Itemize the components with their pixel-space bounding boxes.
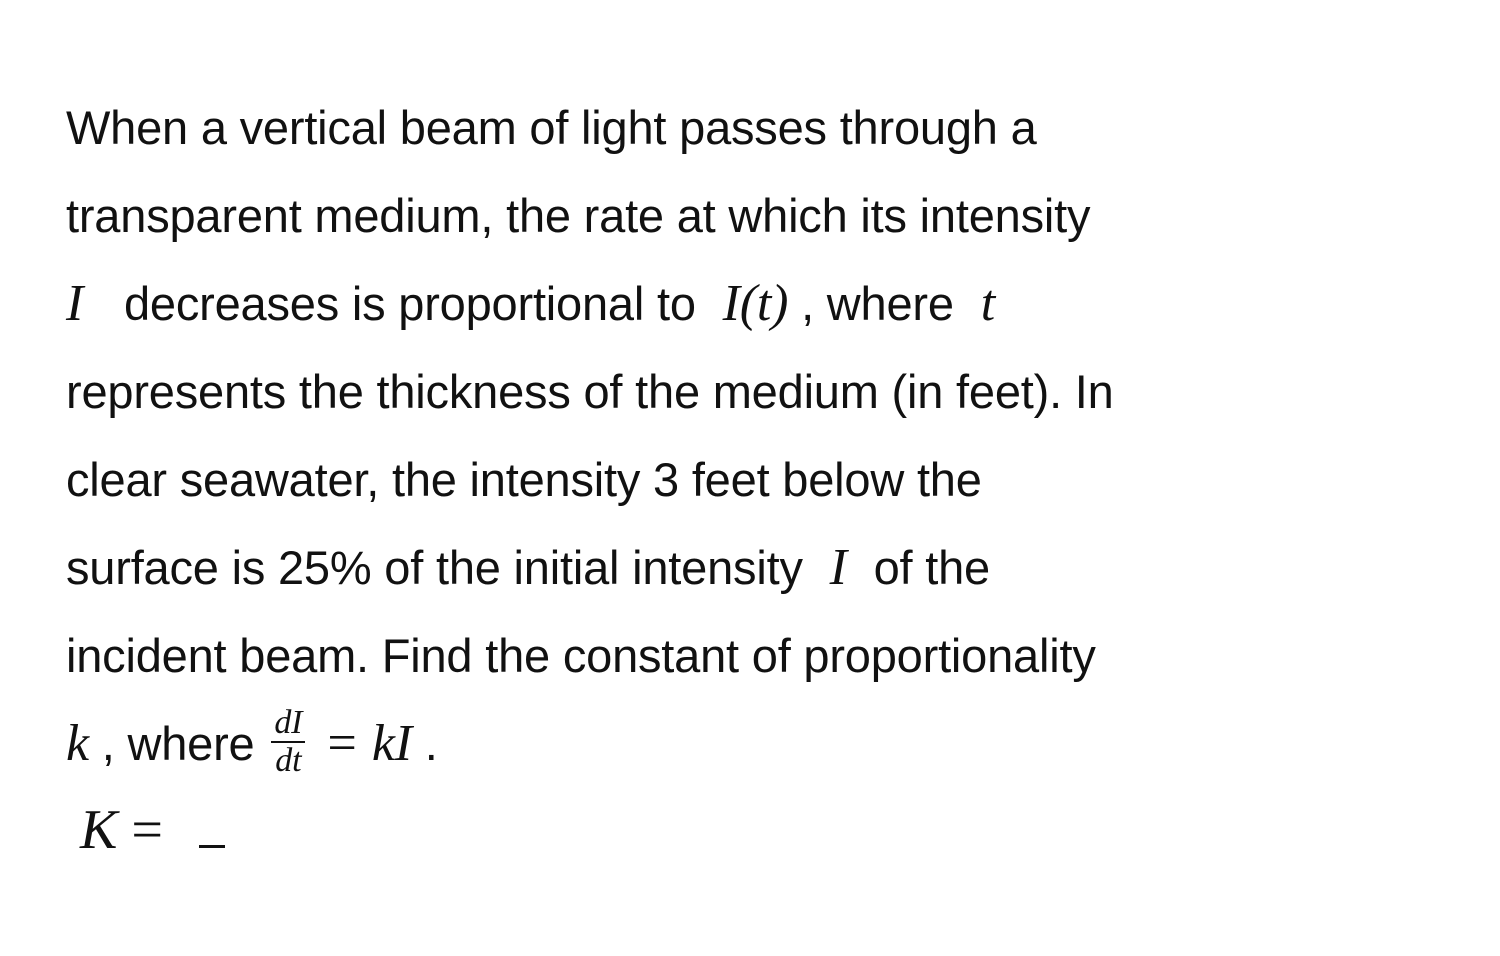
math-variable-constant: k — [66, 715, 89, 772]
problem-text: When a vertical beam of light passes through a — [66, 101, 1037, 154]
answer-blank[interactable] — [199, 805, 225, 848]
problem-text: clear seawater, the intensity 3 feet below the — [66, 453, 982, 506]
problem-statement — [66, 84, 1456, 788]
answer-equals: = — [131, 799, 163, 861]
answer-line — [80, 798, 225, 862]
math-variable-intensity: I — [66, 275, 84, 332]
fraction-denominator: dt — [275, 741, 302, 779]
problem-text: decreases is proportional to — [123, 277, 696, 330]
problem-text: incident beam. Find the constant of proportionality — [66, 629, 1096, 682]
problem-line-4 — [66, 348, 1456, 436]
answer-label: K — [80, 799, 118, 861]
problem-text: of the — [873, 541, 990, 594]
problem-line-5 — [66, 436, 1456, 524]
math-equation-rhs: = kI — [324, 715, 412, 772]
math-variable-thickness: t — [980, 275, 995, 332]
derivative-fraction — [271, 705, 305, 779]
problem-text: surface is 25% of the initial intensity — [66, 541, 803, 594]
problem-text: transparent medium, the rate at which its intensity — [66, 189, 1091, 242]
problem-line-6 — [66, 524, 1456, 612]
problem-text: , where — [101, 717, 255, 770]
math-expression-intensity-of-t: I(t) — [722, 275, 789, 332]
problem-line-3 — [66, 260, 1456, 348]
problem-text: . — [424, 717, 438, 770]
problem-line-2 — [66, 172, 1456, 260]
problem-text: represents the thickness of the medium (in feet). In — [66, 365, 1114, 418]
fraction-numerator: dI — [271, 705, 305, 743]
problem-line-1 — [66, 84, 1456, 172]
math-variable-initial-intensity: I — [829, 539, 847, 596]
problem-line-7 — [66, 612, 1456, 700]
problem-text: , where — [801, 277, 954, 330]
problem-line-8 — [66, 700, 1456, 788]
